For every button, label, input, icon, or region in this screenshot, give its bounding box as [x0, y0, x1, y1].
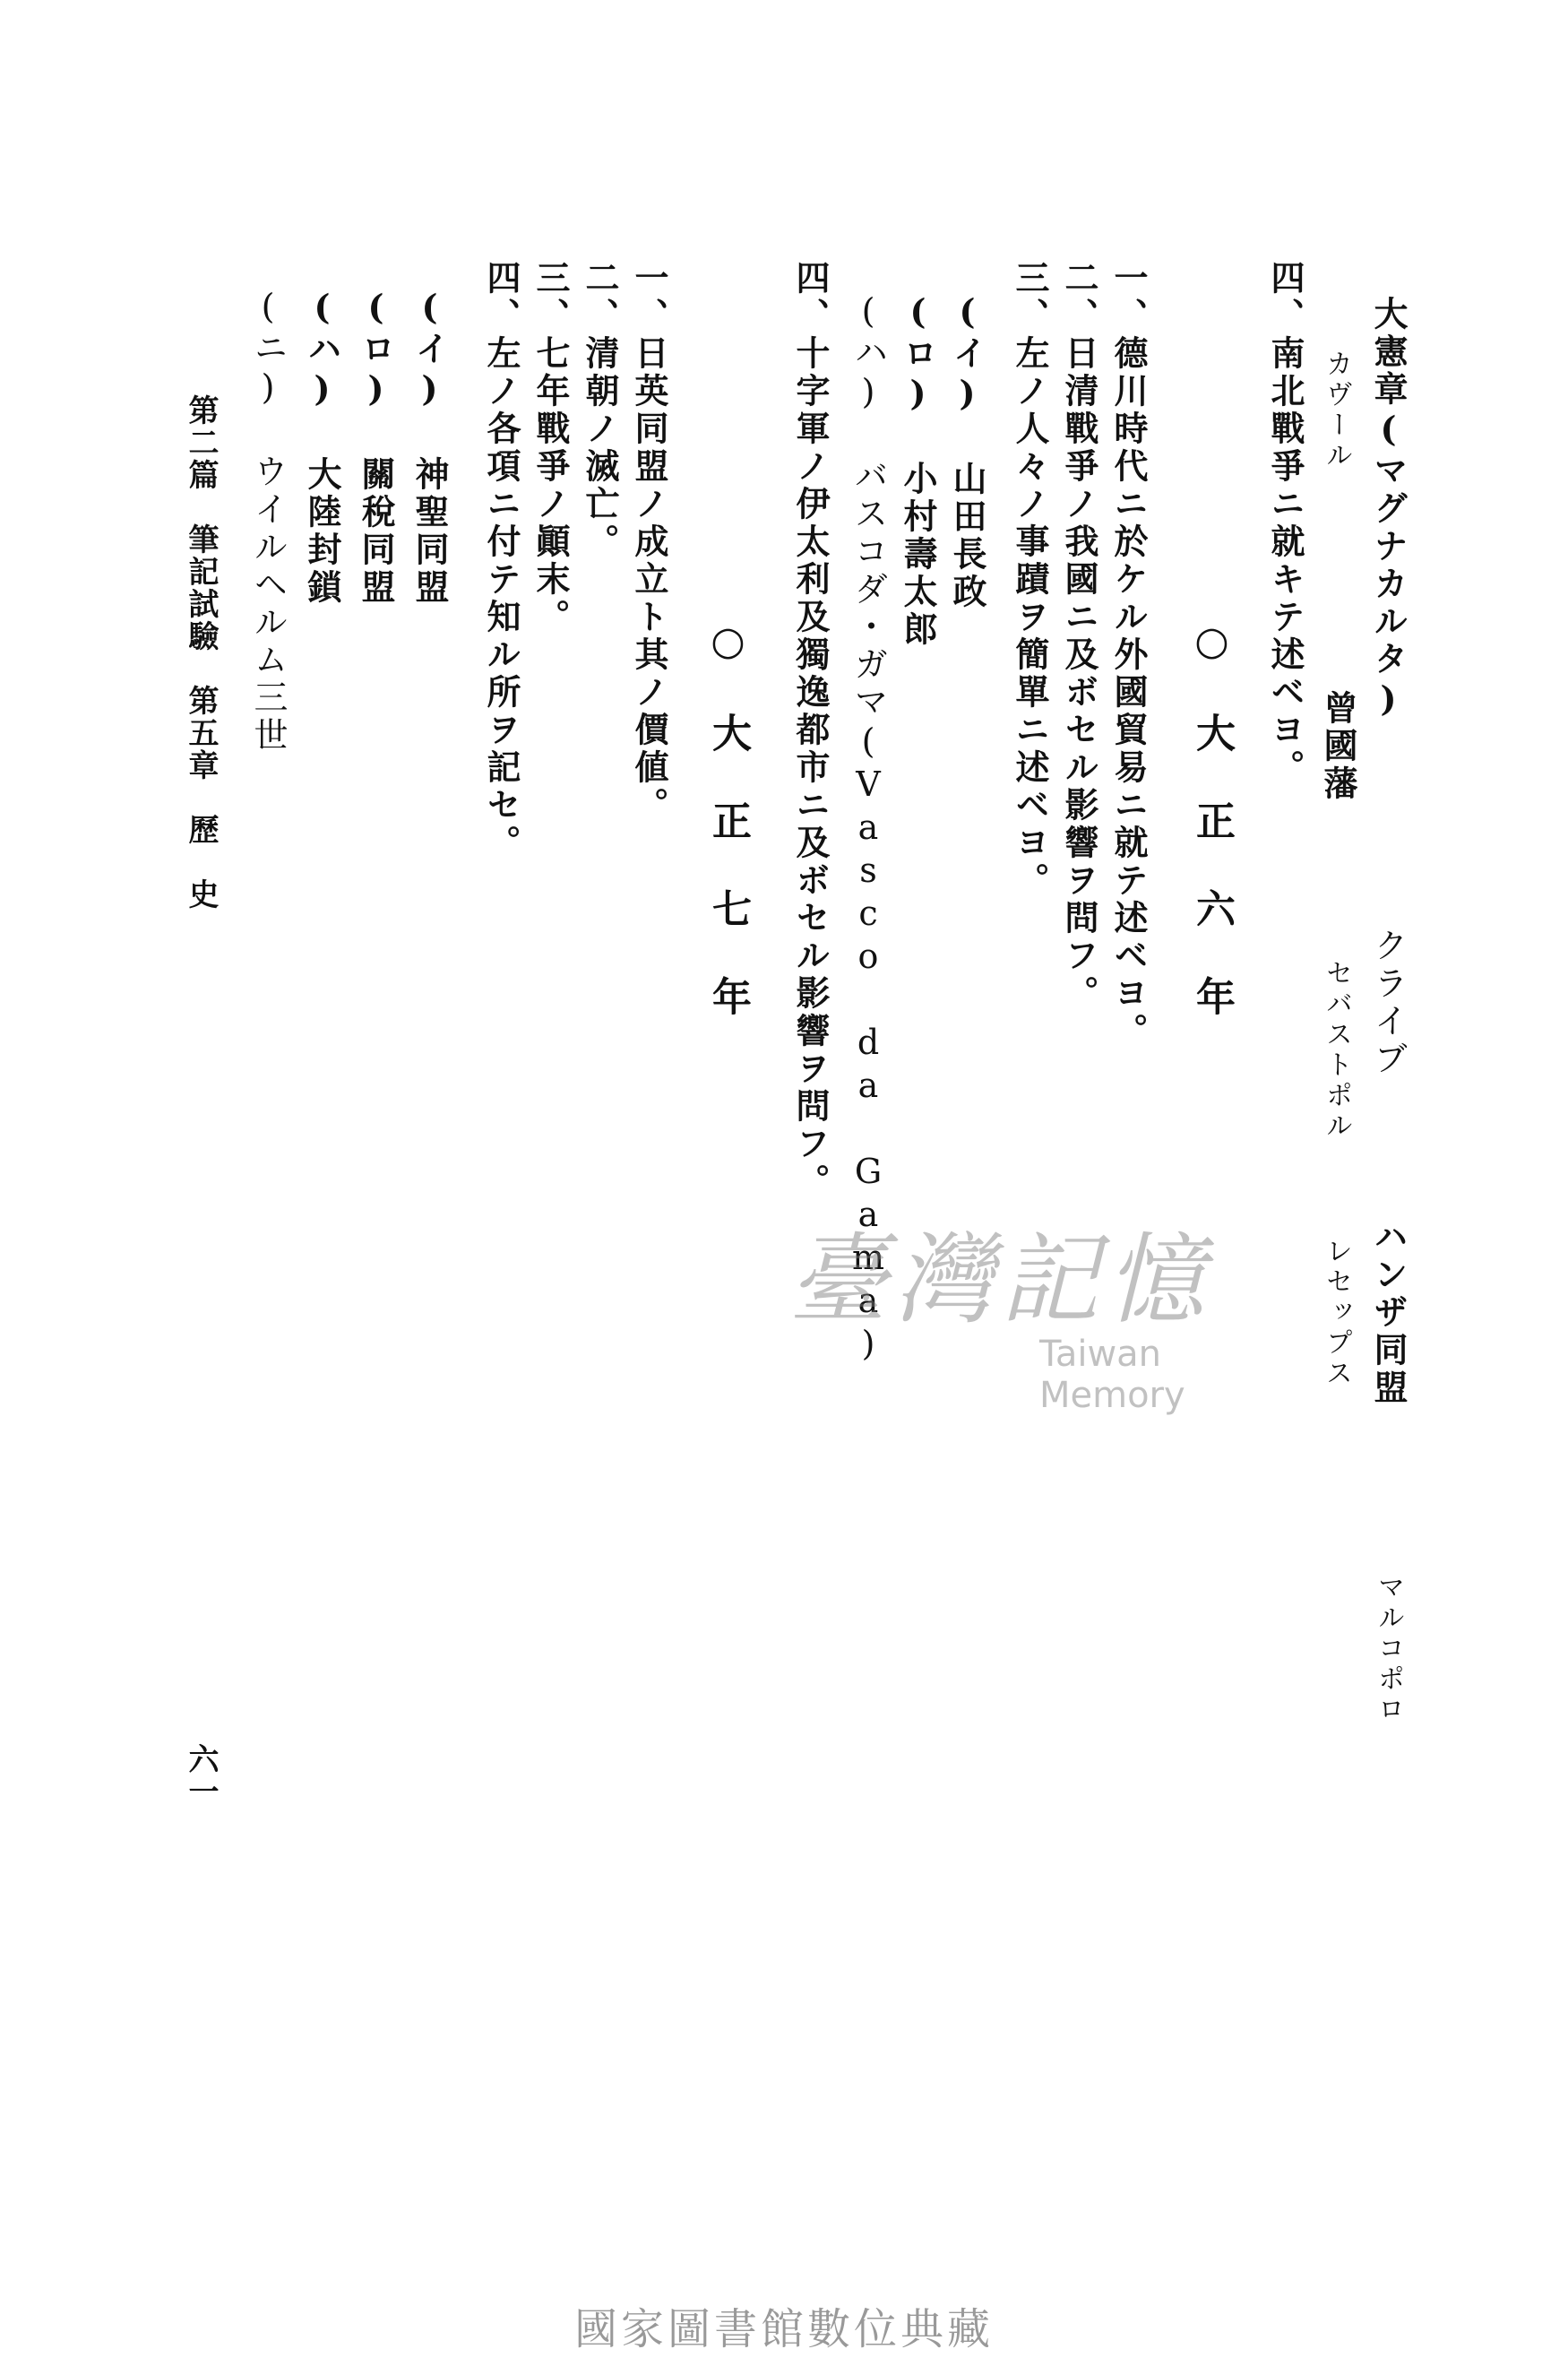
list-item-4: マルコポロ — [1373, 1573, 1404, 1725]
question-t6-1: 一、德川時代ニ於ケル外國貿易ニ就テ述ベヨ。 — [1108, 260, 1149, 1050]
t7-item-ha: (ハ) 大陸封鎖 — [302, 287, 342, 607]
question-t7-2: 二、清朝ノ滅亡。 — [580, 260, 620, 561]
t7-item-ro: (ロ) 關稅同盟 — [356, 287, 396, 607]
question-t7-4: 四、左ノ各項ニ付テ知ル所ヲ記セ。 — [481, 260, 521, 862]
list-item-1: 大憲章(マグナカルタ) — [1368, 296, 1409, 722]
question-t7-1: 一、日英同盟ノ成立ト其ノ價値。 — [629, 260, 669, 825]
question-t7-3: 三、七年戰爭ノ顚末。 — [530, 260, 571, 636]
question-t6-2: 二、日清戰爭ノ我國ニ及ボセル影響ヲ問フ。 — [1059, 260, 1099, 1013]
taiwan-memory-watermark — [788, 1201, 1299, 1416]
list-item-3: ハンザ同盟 — [1368, 1219, 1409, 1407]
library-footer: 國家圖書館數位典藏 — [573, 2304, 994, 2354]
year-heading-taisho6: ○大正六年 — [1189, 618, 1235, 1064]
list-item-5: カヴール — [1321, 350, 1352, 471]
question-t6-4: 四、十字軍ノ伊太利及獨逸都市ニ及ボセル影響ヲ問フ。 — [790, 260, 831, 1201]
question-t6-3: 三、左ノ人々ノ事蹟ヲ簡單ニ述ベヨ。 — [1010, 260, 1050, 900]
list-item-8: レセップス — [1321, 1237, 1352, 1389]
t6-item-i: (イ) 山田長政 — [947, 291, 987, 611]
list-item-2: クライブ — [1368, 928, 1408, 1078]
watermark-title: 臺灣記憶 — [788, 1222, 1211, 1337]
list-item-7: セバストポル — [1321, 959, 1352, 1142]
year-heading-taisho7: ○大正七年 — [705, 618, 751, 1064]
question-nanboku: 四、南北戰爭ニ就キテ述ベヨ。 — [1265, 260, 1305, 787]
t7-item-ni: (ニ) ウイルヘルム三世 — [248, 287, 288, 755]
t7-item-i: (イ) 神聖同盟 — [409, 287, 450, 607]
watermark-subtitle: Taiwan Memory — [1039, 1334, 1185, 1416]
t6-item-ha: (ハ) バスコダ・ガマ(Vasco da Gama) — [849, 291, 888, 1367]
t6-item-ro: (ロ) 小村壽太郎 — [898, 291, 938, 649]
page-number: 六一 — [183, 1743, 219, 1808]
running-header: 第二篇 筆記試驗 第五章 歷 史 — [183, 394, 219, 911]
list-item-6: 曾國藩 — [1318, 690, 1358, 803]
